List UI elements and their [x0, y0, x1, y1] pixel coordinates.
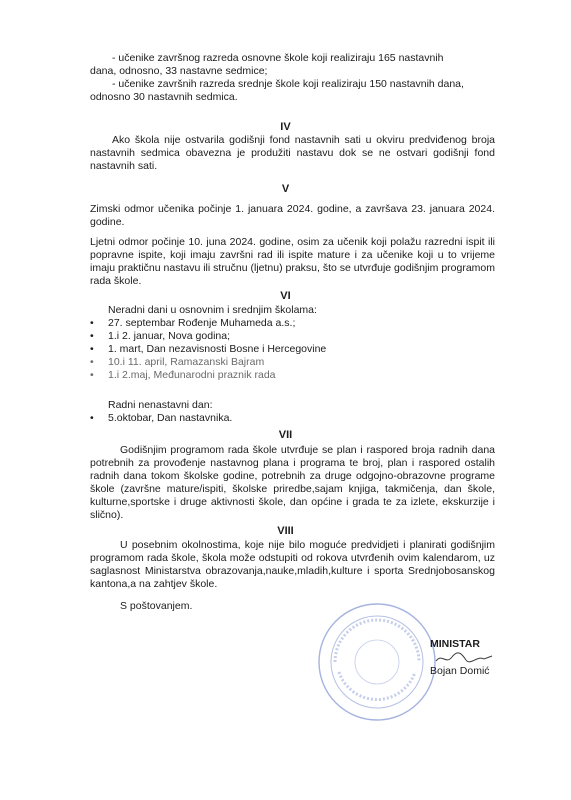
section-viii-paragraph: U posebnim okolnostima, koje nije bilo moguće predvidjeti i planirati godišnjim programom rada škole, škola može odstupiti od rokova utvrđenih ovim kalendarom, uz saglasnost Ministarstva obrazovanja,nauke,mladih,kulture i sporta Srednjobosanskog kantona,a na zahtjev škole.	[90, 539, 495, 590]
holiday-list	[90, 317, 495, 382]
section-v-paragraph-1: Zimski odmor učenika počinje 1. januara 2024. godine, a završava 23. januara 2024. godine.	[90, 203, 495, 228]
bullet-icon: •	[90, 317, 94, 329]
intro-block	[90, 52, 495, 104]
working-day-intro: Radni nenastavni dan:	[108, 399, 213, 411]
list-item: • 1.i 2.maj, Međunarodni praznik rada	[90, 369, 276, 381]
bullet-icon: •	[90, 369, 94, 381]
section-iv-paragraph: Ako škola nije ostvarila godišnji fond nastavnih sati u okviru predviđenog broja nastavnih sedmica obavezna je produžiti nastavu dok se ne ostvari godišnji fond nastavnih sati.	[90, 134, 495, 172]
intro-line-2: dana, odnosno, 33 nastavne sedmice;	[90, 65, 268, 77]
section-vi-block	[90, 304, 495, 425]
section-v-paragraph-2: Ljetni odmor počinje 10. juna 2024. godine, osim za učenik koji polažu razredni ispit ili popravne ispite, koji imaju završni rad ili ispite mature i za učenike koji u to vrijeme imaju praktičnu nastavu ili stručnu (ljetnu) praksu, što se utvrđuje godišnjim programom rada škole.	[90, 236, 496, 287]
section-viii-block	[90, 539, 495, 591]
official-stamp	[315, 600, 440, 725]
section-viii-heading: VIII	[277, 525, 294, 537]
section-vi-heading: VI	[280, 290, 291, 302]
list-item: • 1. mart, Dan nezavisnosti Bosne i Hercegovine	[90, 343, 327, 355]
section-vii-block	[90, 444, 495, 522]
section-iv-text	[90, 134, 495, 173]
signature-title: MINISTAR	[430, 638, 480, 650]
bullet-icon: •	[90, 330, 94, 342]
working-day-list	[90, 412, 495, 425]
closing-text: S poštovanjem.	[120, 600, 193, 612]
section-vii-heading: VII	[278, 429, 293, 441]
bullet-icon: •	[90, 412, 94, 424]
bullet-icon: •	[90, 356, 94, 368]
section-v-heading: V	[281, 183, 290, 195]
list-item: • 10.i 11. april, Ramazanski Bajram	[90, 356, 265, 368]
intro-line-1: - učenike završnog razreda osnovne škole koji realiziraju 165 nastavnih	[112, 52, 444, 64]
list-item: • 1.i 2. januar, Nova godina;	[90, 330, 231, 342]
handwritten-signature	[434, 651, 494, 665]
intro-line-4: odnosno 30 nastavnih sedmica.	[90, 91, 238, 103]
bullet-icon: •	[90, 343, 94, 355]
section-iv-heading: IV	[280, 121, 291, 133]
list-item: • 27. septembar Rođenje Muhameda a.s.;	[90, 317, 296, 329]
section-vi-intro: Neradni dani u osnovnim i srednjim školama:	[108, 304, 317, 316]
intro-line-3: - učenike završnih razreda srednje škole koji realiziraju 150 nastavnih dana,	[112, 78, 464, 90]
section-vii-paragraph: Godišnjim programom rada škole utvrđuje se plan i raspored broja radnih dana potrebnih za provođenje nastavnog plana i programa te broj, plan i raspored ostalih radnih dana tokom školske godine, potrebnih za druge odgojno-obrazovne programe škole (završne mature/ispiti, školske priredbe,sajam knjiga, takmičenja, dan škole, kulturne,sportske i druge aktivnosti škole, dan općine i grada te za izlete, ekskurzije i slično).	[90, 444, 495, 521]
signature-block	[430, 638, 530, 678]
list-item: • 5.oktobar, Dan nastavnika.	[90, 412, 233, 424]
section-v-block	[90, 203, 495, 288]
signature-name: Bojan Domić	[430, 665, 490, 677]
